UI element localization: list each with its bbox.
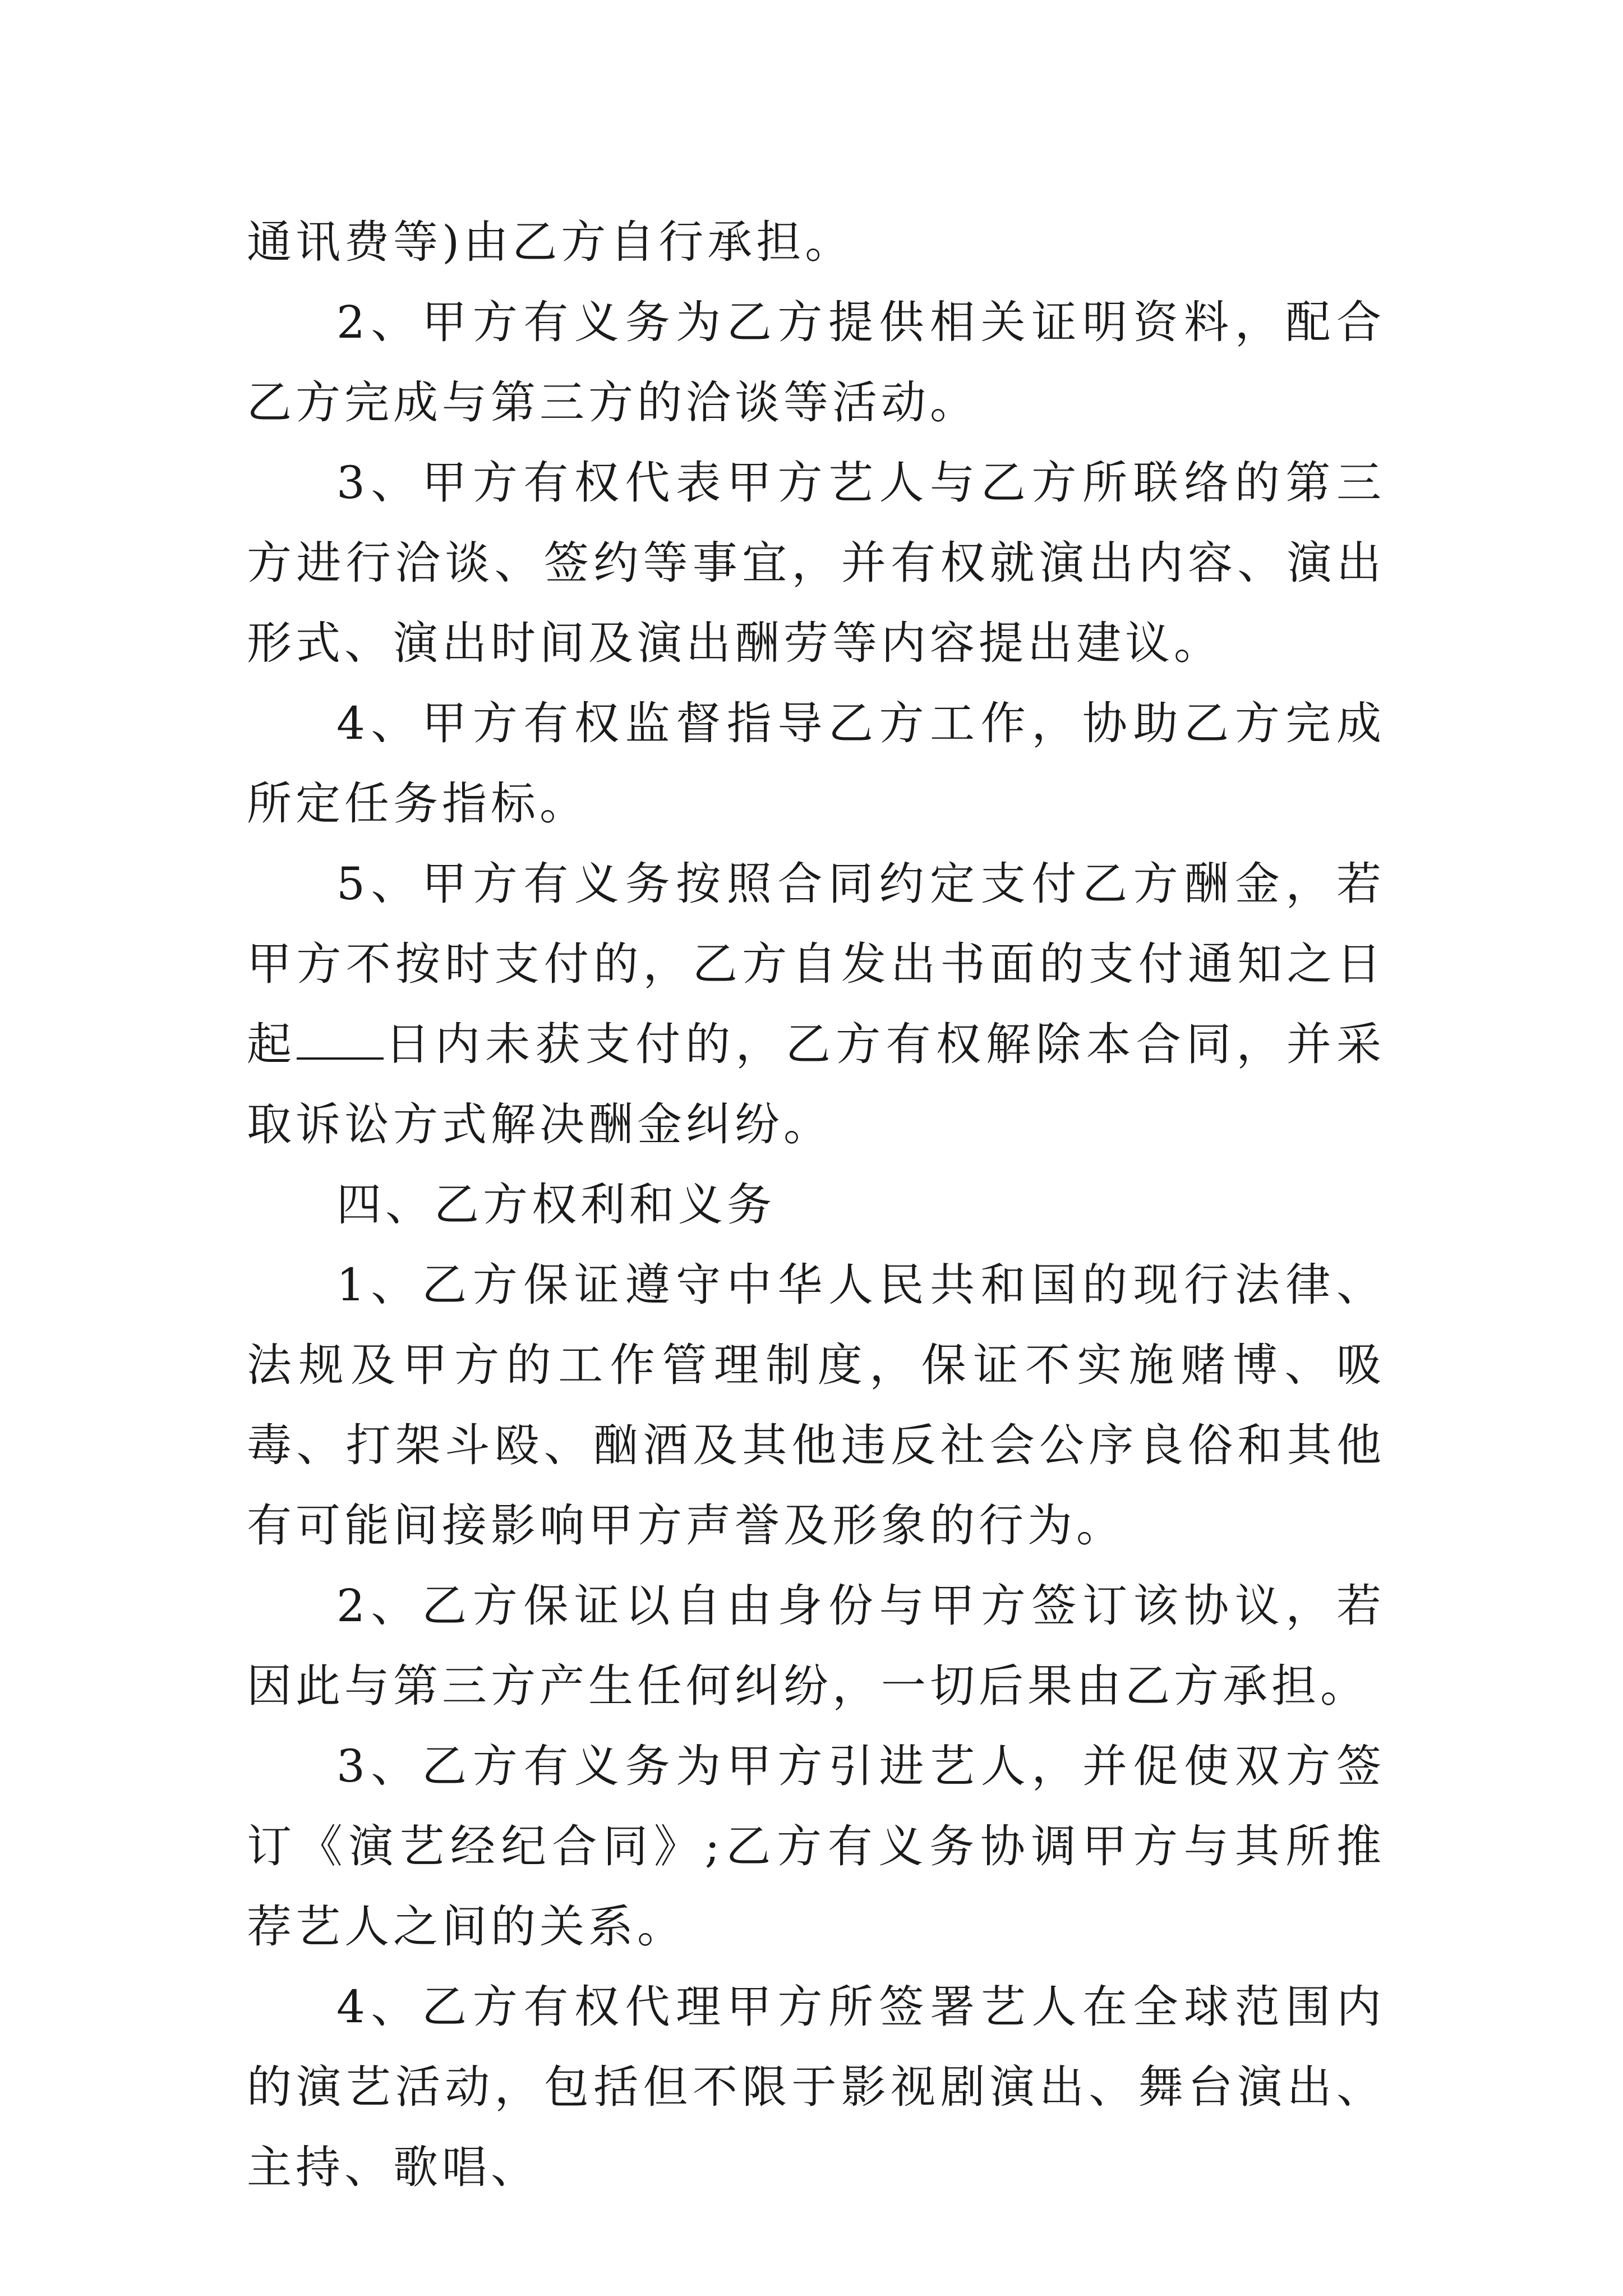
paragraph-8: 2、乙方保证以自由身份与甲方签订该协议，若因此与第三方产生任何纠纷，一切后果由乙方承担。 [247,1580,1385,1712]
paragraph-7: 1、乙方保证遵守中华人民共和国的现行法律、法规及甲方的工作管理制度，保证不实施赌博、吸毒、打架斗殴、酗酒及其他违反社会公序良俗和其他有可能间接影响甲方声誉及形象的行为。 [247,1259,1385,1552]
paragraph-5-before-blank: 5、甲方有义务按照合同约定支付乙方酬金，若甲方不按时支付的，乙方自发出书面的支付通知之日起 [247,858,1385,1070]
document-body [247,202,1385,2207]
paragraph-2: 2、甲方有义务为乙方提供相关证明资料，配合乙方完成与第三方的洽谈等活动。 [247,296,1385,429]
paragraph-3: 3、甲方有权代表甲方艺人与乙方所联络的第三方进行洽谈、签约等事宜，并有权就演出内容、演出形式、演出时间及演出酬劳等内容提出建议。 [247,457,1385,669]
paragraph-4: 4、甲方有权监督指导乙方工作，协助乙方完成所定任务指标。 [247,697,1385,830]
fill-in-blank [297,1017,384,1060]
paragraph-10: 4、乙方有权代理甲方所签署艺人在全球范围内的演艺活动，包括但不限于影视剧演出、舞台演出、主持、歌唱、 [247,1981,1385,2193]
paragraph-9: 3、乙方有义务为甲方引进艺人，并促使双方签订《演艺经纪合同》;乙方有义务协调甲方与其所推荐艺人之间的关系。 [247,1740,1385,1953]
section-heading-4: 四、乙方权利和义务 [336,1179,776,1231]
paragraph-5 [247,844,1385,1165]
paragraph-1: 通讯费等)由乙方自行承担。 [247,216,854,268]
paragraph-5-after-blank: 日内未获支付的，乙方有权解除本合同，并采取诉讼方式解决酬金纠纷。 [247,1018,1386,1151]
